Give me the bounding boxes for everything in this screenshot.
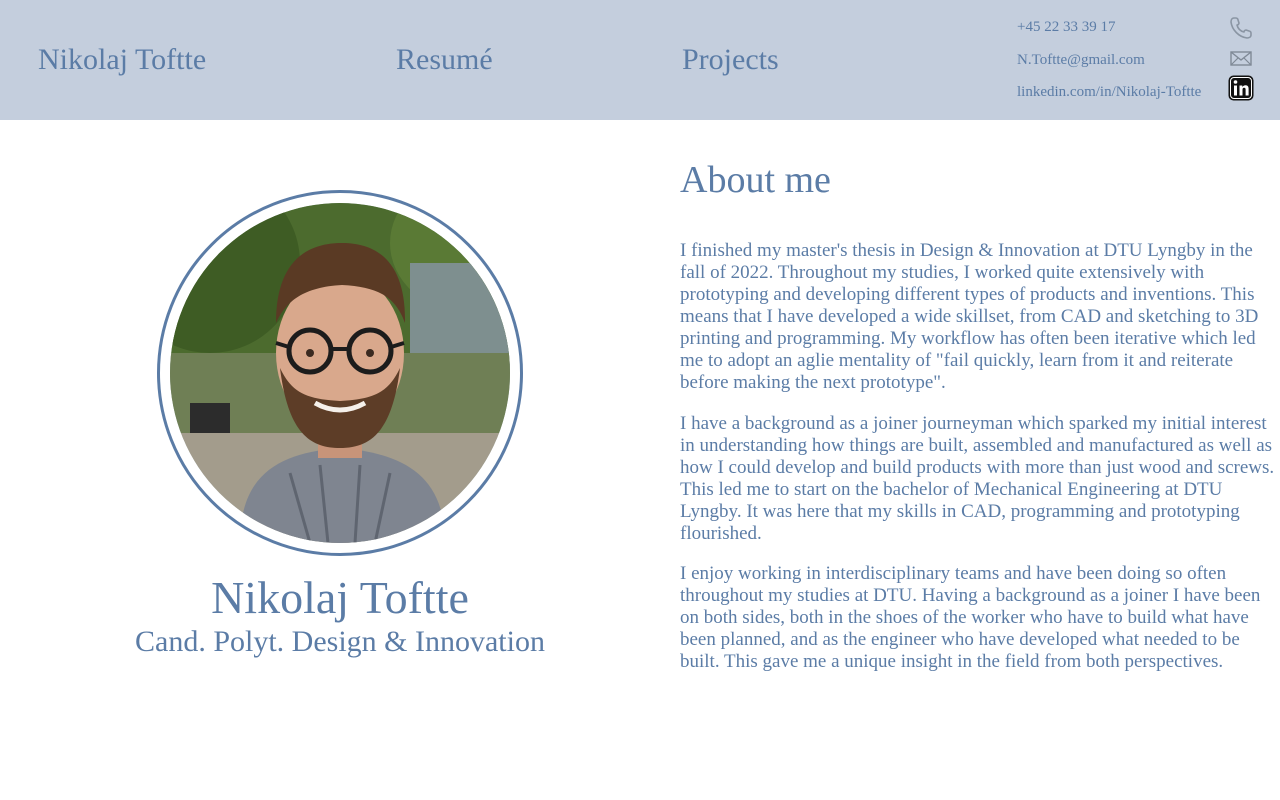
linkedin-icon[interactable] xyxy=(1228,75,1254,101)
envelope-icon[interactable] xyxy=(1228,45,1254,71)
about-paragraph: I enjoy working in interdisciplinary teams and have been doing so often throughout my studies at DTU. Having a background as a joiner I have been on both sides, both in the shoes of the worker who have to build what have been planned, and as the engineer who have developed what needed to be built. This gave me a unique insight in the field from both perspectives. xyxy=(680,563,1261,672)
nav-resume-link[interactable]: Resumé xyxy=(396,43,493,76)
site-header xyxy=(0,0,1280,120)
profile-title: Cand. Polyt. Design & Innovation xyxy=(135,625,545,658)
phone-number: +45 22 33 39 17 xyxy=(1017,19,1116,35)
about-text xyxy=(680,240,1280,692)
email-address[interactable]: N.Toftte@gmail.com xyxy=(1017,52,1145,68)
phone-icon[interactable] xyxy=(1228,15,1254,41)
portrait-image xyxy=(170,203,510,543)
home-link[interactable]: Nikolaj Toftte xyxy=(38,43,207,76)
about-paragraph: I finished my master's thesis in Design & Innovation at DTU Lyngby in the fall of 2022. Throughout my studies, I worked quite extensively with prototyping and developing different types of products and inventions. This means that I have developed a wide skillset, from CAD and sketching to 3D printing and programming. My workflow has often been iterative which led me to adopt an aglie mentality of "fail quickly, learn from it and reiterate before making the next prototype". xyxy=(680,240,1259,393)
about-paragraph: I have a background as a joiner journeyman which sparked my initial interest in understanding how things are built, assembled and manufactured as well as how I could develop and build products with more than just wood and screws. This led me to start on the bachelor of Mechanical Engineering at DTU Lyngby. It was here that my skills in CAD, programming and prototyping flourished. xyxy=(680,412,1275,544)
profile-photo xyxy=(170,203,510,543)
about-heading: About me xyxy=(680,159,831,201)
profile-name: Nikolaj Toftte xyxy=(211,572,469,623)
nav-projects-link[interactable]: Projects xyxy=(682,43,779,76)
linkedin-url[interactable]: linkedin.com/in/Nikolaj-Toftte xyxy=(1017,84,1202,100)
